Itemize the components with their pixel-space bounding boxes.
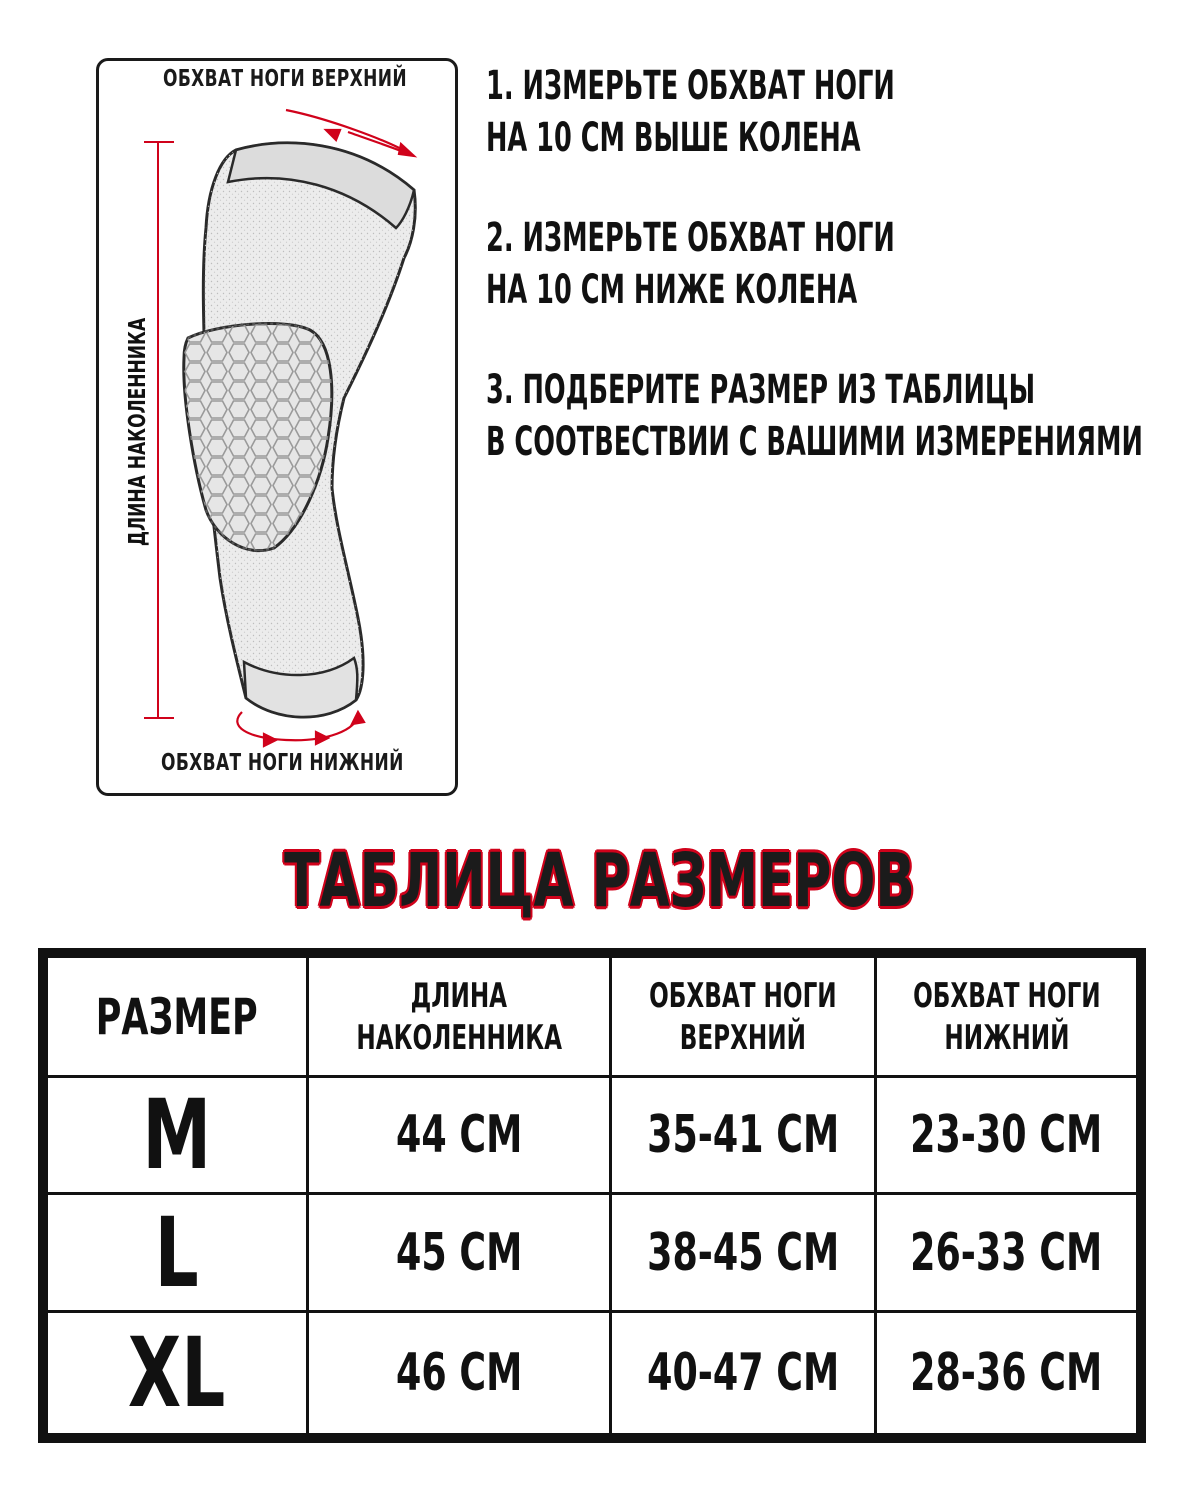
header-length: ДЛИНА НАКОЛЕННИКА [356,975,562,1058]
lower-circumference-label: ОБХВАТ НОГИ НИЖНИЙ [161,750,404,776]
measurement-instructions [486,60,1200,516]
table-row-length: 44 СМ [395,1105,523,1165]
table-row-lower: 23-30 СМ [910,1105,1103,1165]
table-row-upper: 40-47 СМ [646,1343,840,1403]
table-row-size: L [154,1196,200,1309]
size-chart-title: ТАБЛИЦА РАЗМЕРОВ [284,838,916,924]
upper-circumference-label: ОБХВАТ НОГИ ВЕРХНИЙ [163,66,407,92]
table-row-upper: 35-41 СМ [646,1105,840,1165]
header-upper-circumference: ОБХВАТ НОГИ ВЕРХНИЙ [649,975,837,1058]
sleeve-length-label: ДЛИНА НАКОЛЕННИКА [125,317,151,547]
table-row-size: XL [128,1317,226,1429]
instruction-step: 2. ИЗМЕРЬТЕ ОБХВАТ НОГИ НА 10 СМ НИЖЕ КОЛЕНА [486,215,895,313]
table-row-length: 46 СМ [395,1343,523,1403]
header-size: РАЗМЕР [95,987,258,1046]
table-row-length: 45 СМ [395,1222,523,1283]
table-row-size: M [142,1079,212,1191]
table-row-lower: 28-36 СМ [910,1343,1103,1403]
header-lower-circumference: ОБХВАТ НОГИ НИЖНИЙ [912,975,1101,1058]
instruction-step: 3. ПОДБЕРИТЕ РАЗМЕР ИЗ ТАБЛИЦЫ В СООТВЕСТВИИ С ВАШИМИ ИЗМЕРЕНИЯМИ [486,367,1143,465]
table-row-lower: 26-33 СМ [910,1222,1103,1283]
size-table [38,948,1146,1443]
instruction-step: 1. ИЗМЕРЬТЕ ОБХВАТ НОГИ НА 10 СМ ВЫШЕ КОЛЕНА [486,63,895,161]
table-row-upper: 38-45 СМ [646,1222,840,1283]
